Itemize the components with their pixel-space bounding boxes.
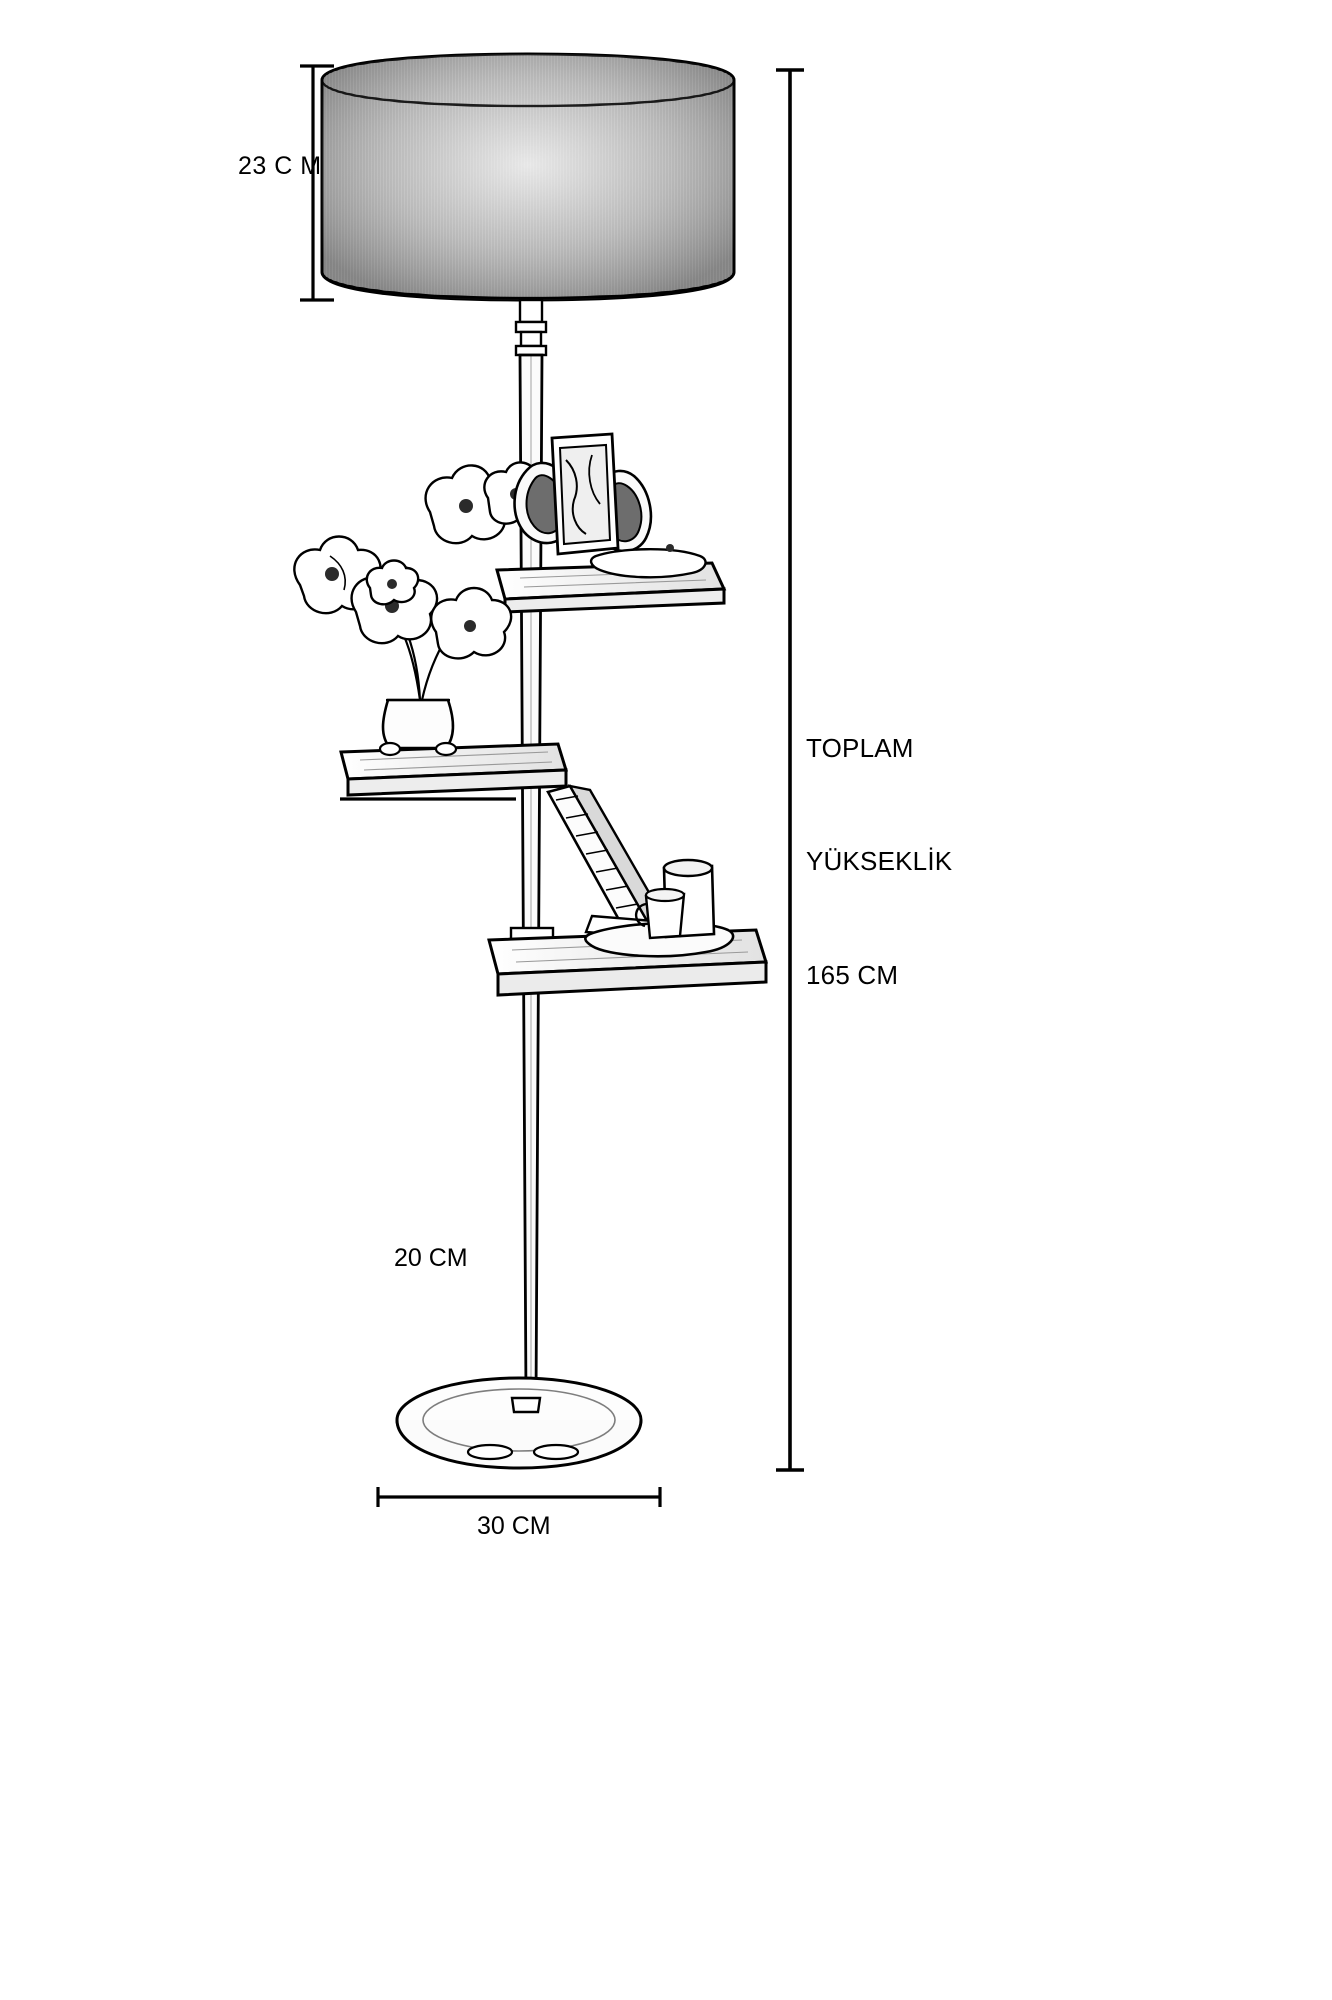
base-width-label: 30 CM	[477, 1512, 551, 1540]
total-height-label-line2: YÜKSEKLİK	[806, 846, 953, 877]
base	[397, 1378, 641, 1468]
total-height-label	[806, 655, 952, 1070]
total-height-label-line3: 165 CM	[806, 959, 899, 990]
base-width-dimension-line	[378, 1487, 660, 1507]
total-height-dimension-line	[776, 70, 804, 1470]
lamp-shade	[322, 54, 734, 300]
picture-frames	[515, 434, 706, 577]
total-height-label-line1: TOPLAM	[806, 733, 914, 764]
shade-height-label: 23 C M	[238, 152, 322, 180]
base-gap-label: 20 CM	[394, 1244, 468, 1272]
